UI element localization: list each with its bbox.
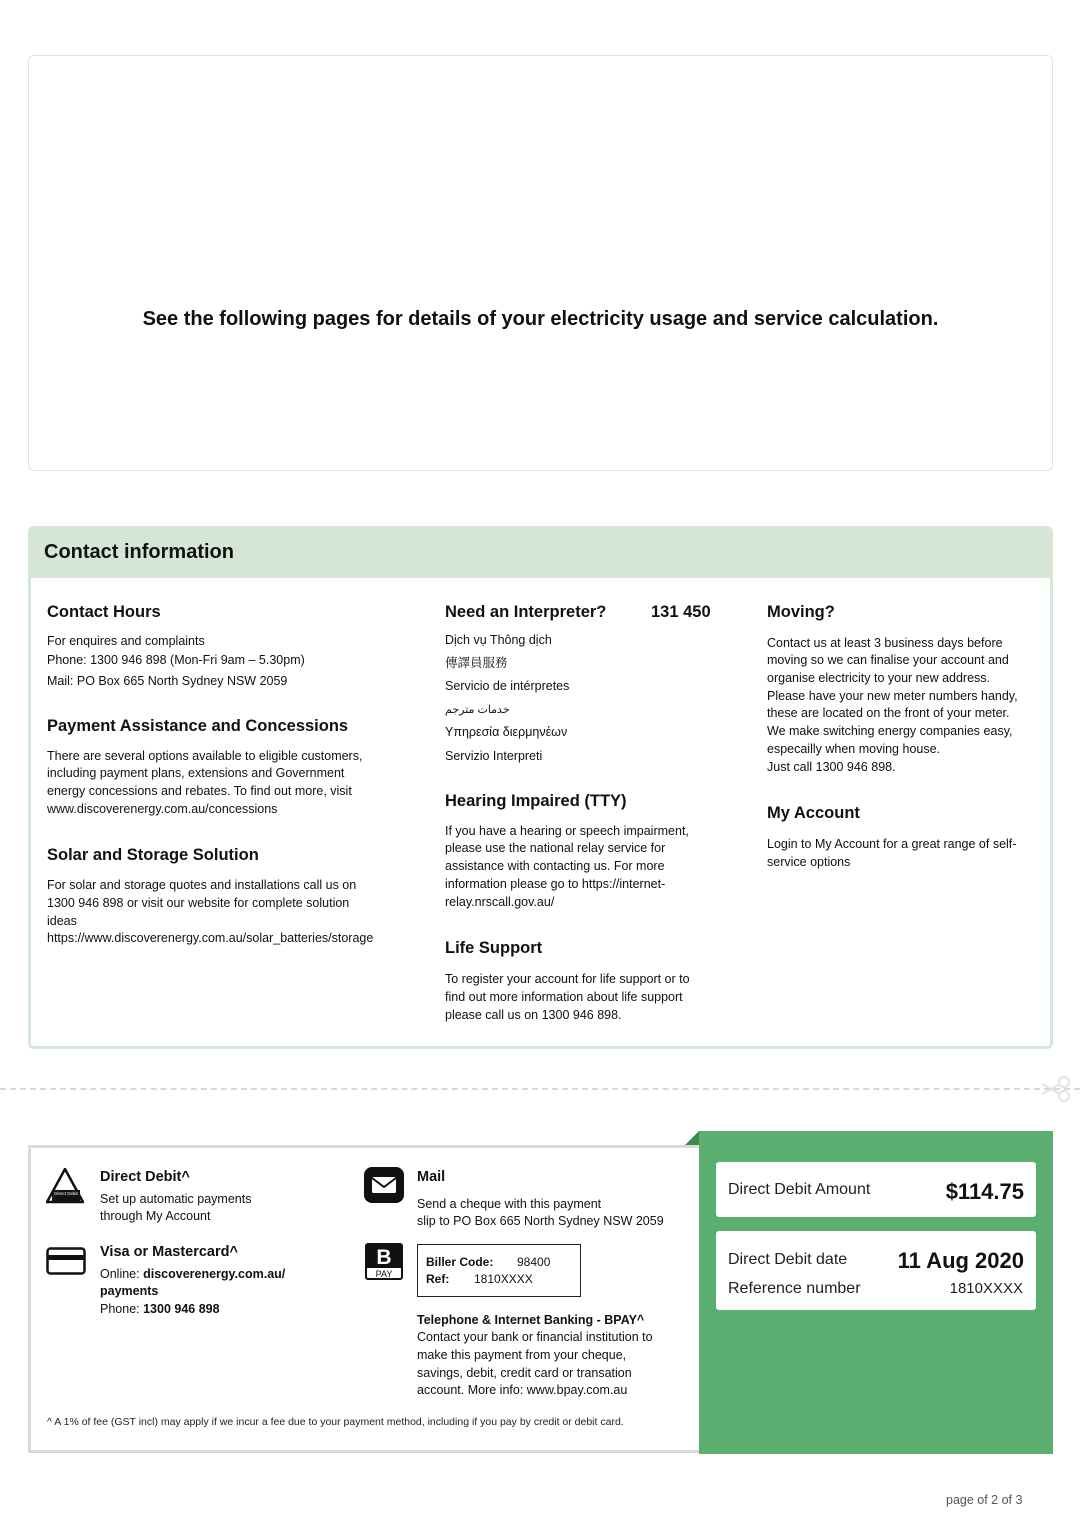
solar-line: 1300 946 898 or visit our website for complete solution	[47, 896, 350, 910]
bpay-line: Contact your bank or financial institution to	[417, 1330, 653, 1344]
bpay-title: Telephone & Internet Banking - BPAY^	[417, 1313, 645, 1327]
hearing-line: please use the national relay service for	[445, 841, 666, 855]
card-online-url[interactable]: discoverenergy.com.au/	[143, 1267, 286, 1281]
hearing-line: assistance with contacting us. For more	[445, 859, 665, 873]
contact-hours-mail: Mail: PO Box 665 North Sydney NSW 2059	[47, 674, 288, 688]
date-label: Direct Debit date	[728, 1251, 848, 1268]
amount-value: $114.75	[945, 1179, 1024, 1204]
life-support-line: find out more information about life support	[445, 990, 683, 1004]
life-support-heading: Life Support	[445, 939, 543, 957]
moving-line: Contact us at least 3 business days before	[767, 636, 1003, 650]
credit-card-icon	[46, 1247, 86, 1275]
interpreter-language: Servizio Interpreti	[445, 749, 543, 763]
ref-label: Ref:	[426, 1272, 450, 1286]
direct-debit-icon	[46, 1168, 84, 1206]
scissors-icon	[1040, 1074, 1076, 1104]
mail-line: slip to PO Box 665 North Sydney NSW 2059	[417, 1214, 664, 1228]
debit-date-card	[716, 1231, 1036, 1310]
moving-line: Just call 1300 946 898.	[767, 760, 896, 774]
moving-line: these are located on the front of your meter.	[767, 706, 1010, 720]
interpreter-heading: Need an Interpreter?	[445, 603, 607, 621]
card-title: Visa or Mastercard^	[100, 1244, 238, 1260]
notice-text: See the following pages for details of your electricity usage and service calculation.	[142, 308, 939, 330]
bpay-icon-letter: B	[376, 1246, 392, 1269]
hearing-line: information please go to https://internet-	[445, 877, 666, 891]
card-online	[100, 1266, 285, 1284]
bpay-icon	[365, 1243, 403, 1280]
card-phone-label: Phone:	[100, 1302, 144, 1316]
my-account-line: service options	[767, 855, 851, 869]
direct-debit-line: through My Account	[100, 1209, 211, 1223]
assistance-line: There are several options available to eligible customers,	[47, 749, 363, 763]
biller-code-label: Biller Code:	[426, 1255, 494, 1269]
contact-header	[31, 529, 1050, 578]
hearing-heading: Hearing Impaired (TTY)	[445, 792, 627, 810]
hearing-link[interactable]: relay.nrscall.gov.au/	[445, 895, 555, 909]
page-number: page of 2 of 3	[946, 1493, 1023, 1507]
mail-line: Send a cheque with this payment	[417, 1197, 602, 1211]
card-phone	[100, 1301, 220, 1319]
amount-card	[716, 1162, 1036, 1217]
bpay-line: account. More info: www.bpay.com.au	[417, 1383, 628, 1397]
moving-line: We make switching energy companies easy,	[767, 724, 1013, 738]
reference-value: 1810XXXX	[949, 1280, 1023, 1297]
amount-label: Direct Debit Amount	[728, 1181, 871, 1198]
date-value: 11 Aug 2020	[897, 1248, 1024, 1273]
moving-line: especailly when moving house.	[767, 742, 941, 756]
biller-code: 98400	[517, 1255, 551, 1269]
tear-off-line	[0, 1088, 1080, 1090]
contact-hours-line: For enquires and complaints	[47, 634, 205, 648]
card-online-url-cont[interactable]: payments	[100, 1284, 159, 1298]
solar-line: ideas	[47, 914, 77, 928]
interpreter-language: Dịch vụ Thông dịch	[445, 633, 552, 647]
assistance-link[interactable]: www.discoverenergy.com.au/concessions	[47, 802, 278, 816]
panel-tab	[685, 1131, 699, 1145]
solar-link[interactable]: https://www.discoverenergy.com.au/solar_batteries/storage	[47, 931, 374, 945]
notice-panel	[28, 55, 1053, 471]
hearing-line: If you have a hearing or speech impairment,	[445, 824, 689, 838]
bpay-icon-word: PAY	[375, 1269, 393, 1279]
assistance-line: energy concessions and rebates. To find out more, visit	[47, 784, 352, 798]
moving-line: organise electricity to your new address.	[767, 671, 991, 685]
interpreter-language: Servicio de intérpretes	[445, 679, 570, 693]
mail-icon	[364, 1167, 404, 1203]
solar-line: For solar and storage quotes and installations call us on	[47, 878, 357, 892]
life-support-line: please call us on 1300 946 898.	[445, 1008, 622, 1022]
solar-heading: Solar and Storage Solution	[47, 846, 259, 864]
interpreter-language: خدمات مترجم	[445, 704, 510, 716]
direct-debit-icon-label: Direct Debit	[54, 1191, 78, 1196]
card-online-label: Online:	[100, 1267, 144, 1281]
interpreter-language: Υπηρεσία διερμηνέων	[445, 725, 568, 739]
bpay-line: savings, debit, credit card or transation	[417, 1366, 632, 1380]
bpay-line: make this payment from your cheque,	[417, 1348, 627, 1362]
contact-hours-phone: Phone: 1300 946 898 (Mon-Fri 9am – 5.30pm)	[47, 653, 305, 667]
contact-title: Contact information	[44, 541, 234, 563]
payment-footnote: ^ A 1% of fee (GST incl) may apply if we incur a fee due to your payment method, including if you pay by credit or debit card.	[47, 1416, 624, 1428]
life-support-line: To register your account for life support or to	[445, 972, 690, 986]
my-account-line: Login to My Account for a great range of self-	[767, 837, 1017, 851]
mail-title: Mail	[417, 1169, 446, 1185]
contact-hours-heading: Contact Hours	[47, 603, 161, 621]
reference-label: Reference number	[728, 1280, 861, 1297]
assistance-line: including payment plans, extensions and Government	[47, 766, 345, 780]
interpreter-language: 傳譯員服務	[445, 656, 508, 670]
direct-debit-line: Set up automatic payments	[100, 1192, 252, 1206]
moving-line: Please have your new meter numbers handy,	[767, 689, 1018, 703]
moving-heading: Moving?	[767, 603, 835, 621]
ref-value: 1810XXXX	[474, 1272, 533, 1286]
assistance-heading: Payment Assistance and Concessions	[47, 717, 349, 735]
moving-line: moving so we can finalise your account and	[767, 653, 1009, 667]
card-phone-number: 1300 946 898	[143, 1302, 220, 1316]
direct-debit-title: Direct Debit^	[100, 1169, 190, 1185]
my-account-heading: My Account	[767, 804, 860, 822]
interpreter-number: 131 450	[651, 603, 711, 621]
